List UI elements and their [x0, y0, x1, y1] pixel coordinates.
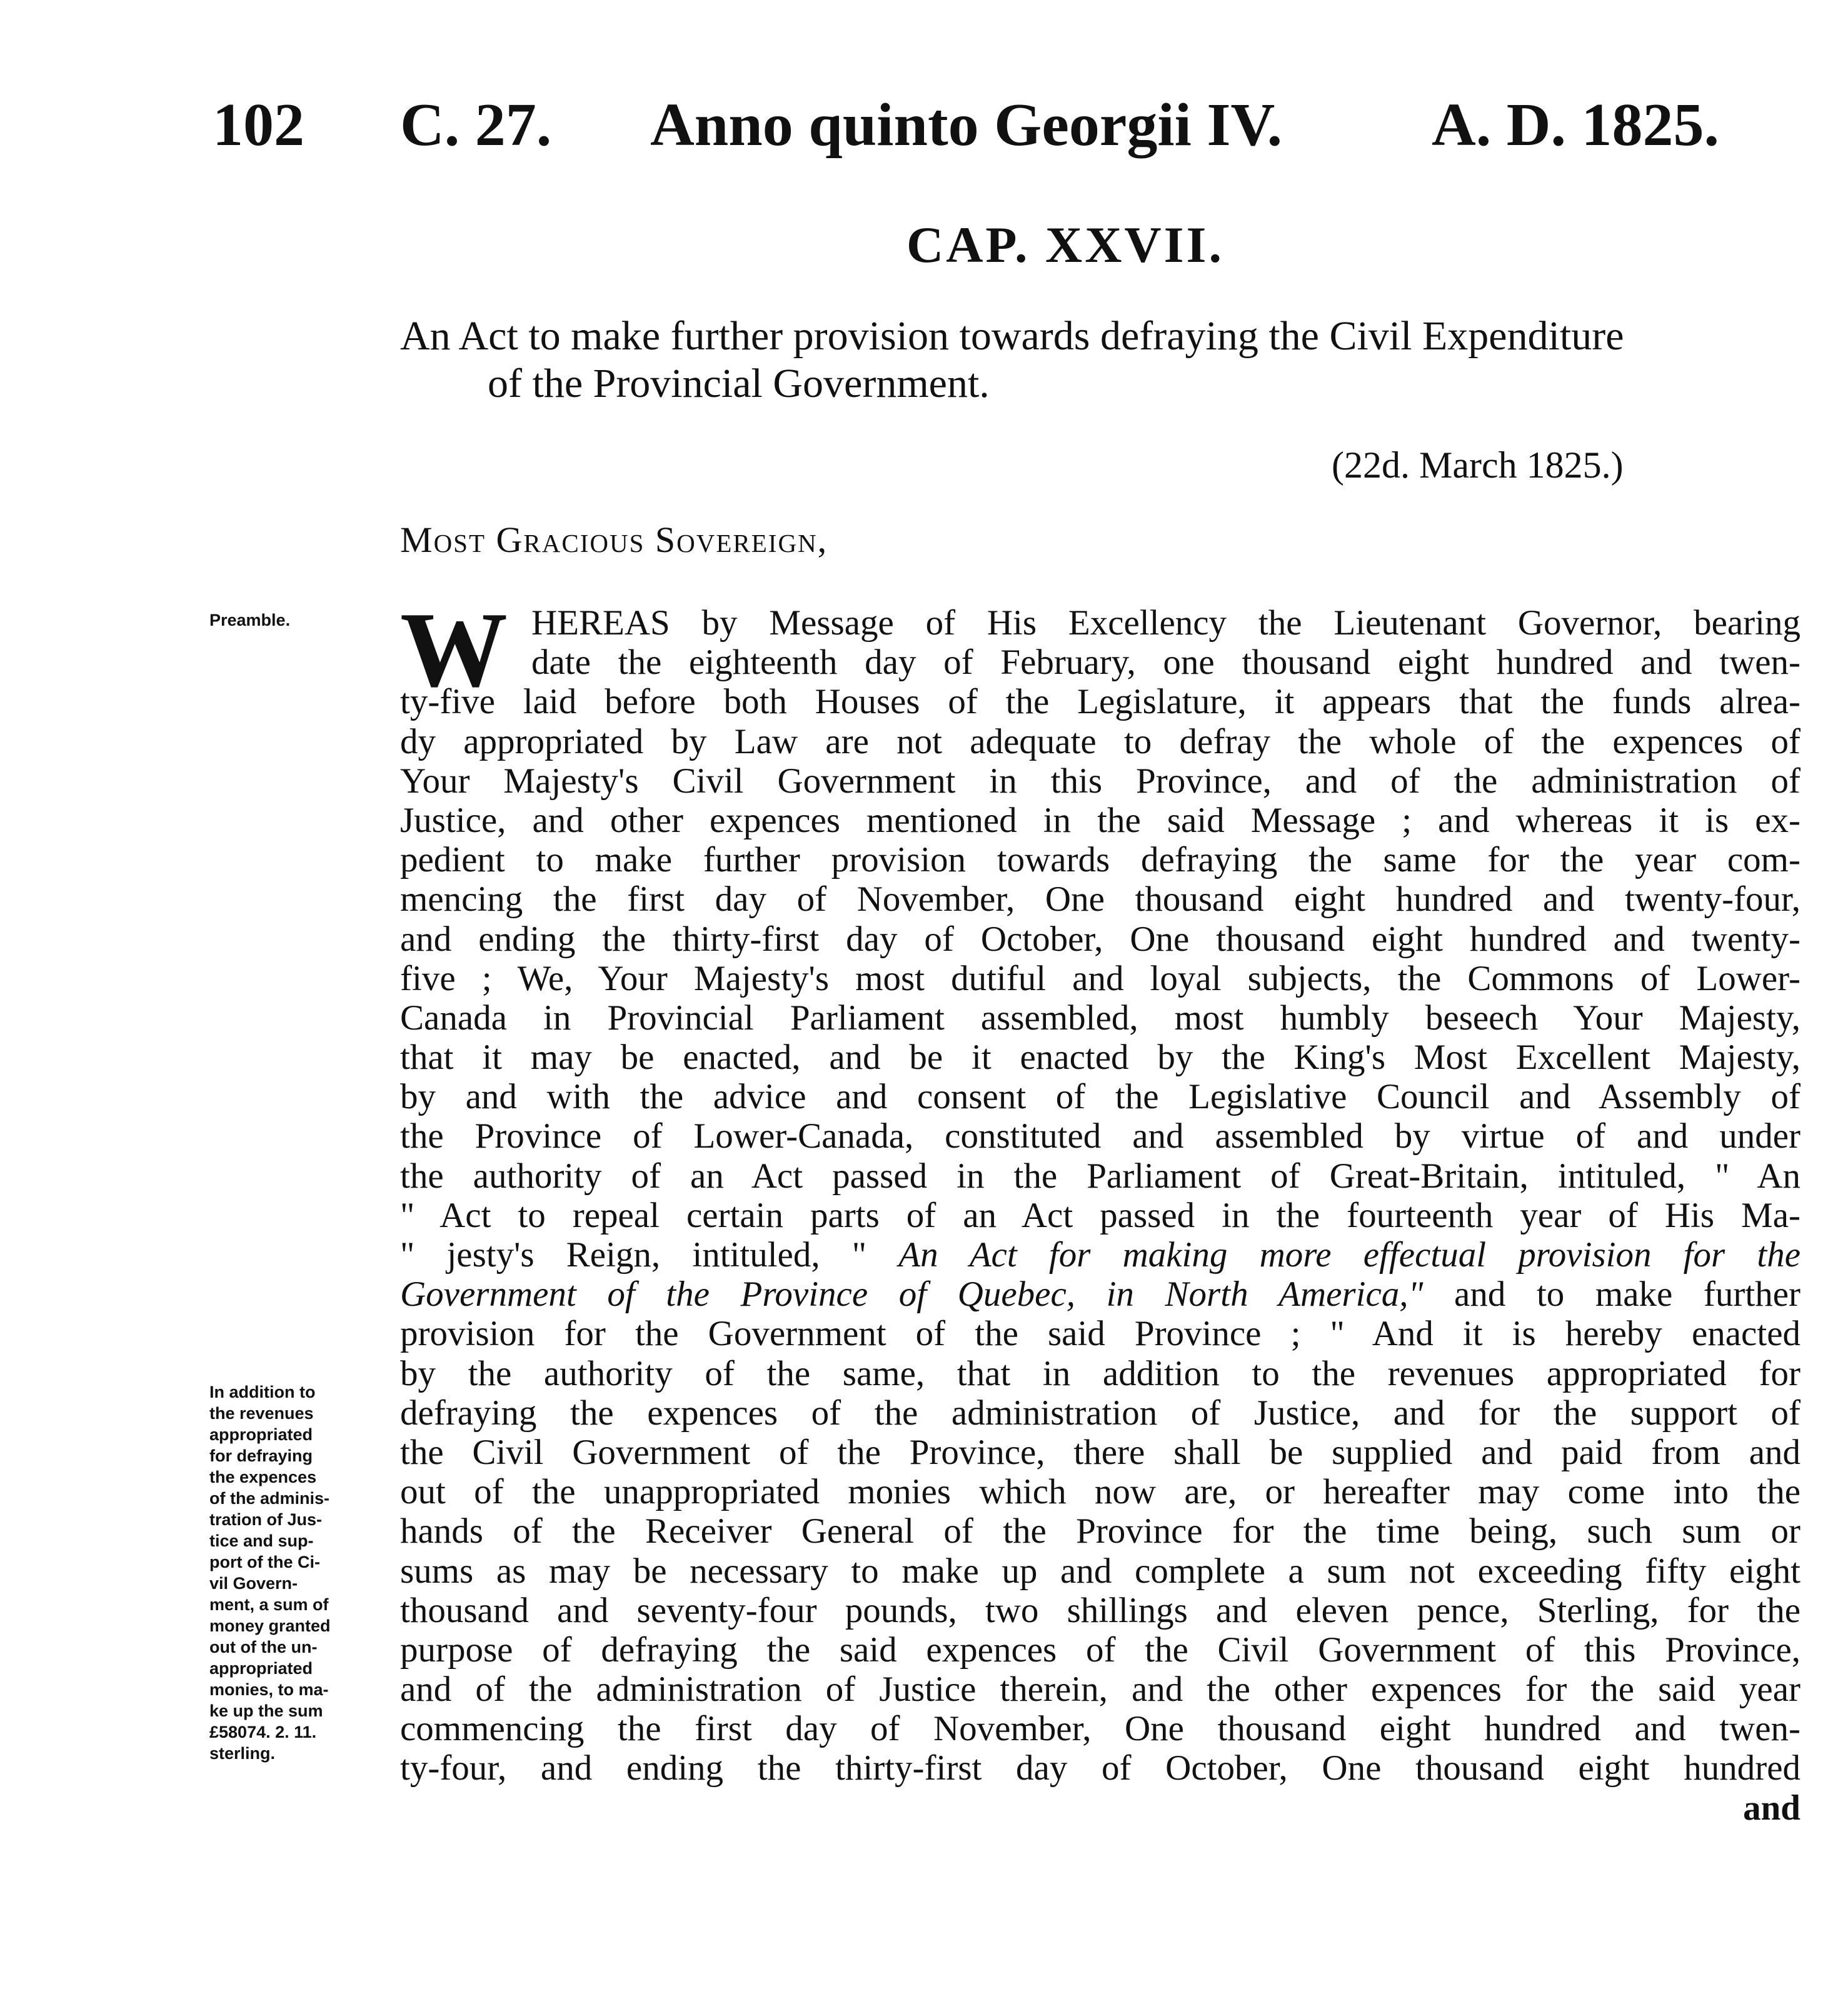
body-line: dy appropriated by Law are not adequate to defray the whole of the expences of [400, 721, 1800, 761]
sidenote-line: out of the un- [209, 1638, 318, 1656]
sidenote-line: tration of Jus- [209, 1510, 322, 1529]
body-line: thousand and seventy-four pounds, two shillings and eleven pence, Sterling, for the [400, 1590, 1800, 1630]
body-line: sums as may be necessary to make up and complete a sum not exceeding fifty eight [400, 1551, 1800, 1591]
sidenote-line: port of the Ci- [209, 1553, 320, 1571]
anno-domini: A. D. 1825. [1432, 91, 1720, 159]
body-line: provision for the Government of the said Province ; " And it is hereby enacted [400, 1314, 1800, 1354]
chapter-short: C. 27. [400, 91, 552, 159]
act-title-line-1: An Act to make further provision towards defraying the Civil Expenditure [400, 313, 1624, 359]
body-line: and ending the thirty-first day of October, One thousand eight hundred and twenty- [400, 919, 1800, 959]
sidenote-line: appropriated [209, 1659, 313, 1678]
sidenote-line: ke up the sum [209, 1701, 323, 1720]
body-line: mencing the first day of November, One thousand eight hundred and twenty-four, [400, 879, 1800, 919]
body-line: pedient to make further provision towards defraying the same for the year com- [400, 840, 1800, 880]
body-line-text: and to make further [1423, 1275, 1800, 1315]
sidenote-line: for defraying [209, 1446, 313, 1465]
sidenote-addition [209, 1381, 384, 1764]
salutation: Most Gracious Sovereign, [400, 519, 828, 560]
sidenote-preamble: Preamble. [209, 611, 291, 629]
sidenote-line: the expences [209, 1468, 317, 1486]
body-line: defraying the expences of the administration of Justice, and for the support of [400, 1393, 1800, 1433]
act-title [400, 313, 1813, 408]
body-line [400, 1275, 1800, 1314]
sidenote-line: sterling. [209, 1744, 276, 1763]
body-line: HEREAS by Message of His Excellency the Lieutenant Governor, bearing [531, 603, 1800, 643]
sidenote-line: monies, to ma- [209, 1680, 329, 1699]
body-line: commencing the first day of November, One thousand eight hundred and twen- [400, 1709, 1800, 1749]
body-line: " Act to repeal certain parts of an Act passed in the fourteenth year of His Ma- [400, 1195, 1800, 1235]
chapter-heading: CAP. XXVII. [906, 216, 1224, 273]
body-line: hands of the Receiver General of the Province for the time being, such sum or [400, 1511, 1800, 1551]
body-line: the Province of Lower-Canada, constituted and assembled by virtue of and under [400, 1116, 1800, 1156]
body-line: that it may be enacted, and be it enacted by the King's Most Excellent Majesty, [400, 1038, 1800, 1078]
sidenote-line: money granted [209, 1616, 331, 1635]
running-header [213, 88, 1813, 163]
body-line [400, 1235, 1800, 1275]
body-line: Your Majesty's Civil Government in this Province, and of the administration of [400, 761, 1800, 801]
body-line: Canada in Provincial Parliament assembled, most humbly beseech Your Majesty, [400, 998, 1800, 1038]
body-line: five ; We, Your Majesty's most dutiful and loyal subjects, the Commons of Lower- [400, 958, 1800, 998]
sidenote-line: of the adminis- [209, 1489, 330, 1508]
cited-act-title: An Act for making more effectual provision for the [898, 1235, 1800, 1275]
sidenote-line: vil Govern- [209, 1574, 298, 1593]
body-line-text: " jesty's Reign, intituled, " [400, 1235, 899, 1275]
body-line: ty-four, and ending the thirty-first day of October, One thousand eight hundred [400, 1748, 1800, 1788]
sidenote-line: £58074. 2. 11. [209, 1723, 317, 1741]
body-line: the authority of an Act passed in the Parliament of Great-Britain, intituled, " An [400, 1156, 1800, 1196]
body-line: the Civil Government of the Province, there shall be supplied and paid from and [400, 1432, 1800, 1472]
sidenote-line: In addition to [209, 1383, 316, 1401]
drop-cap: W [400, 591, 508, 709]
body-line: date the eighteenth day of February, one thousand eight hundred and twen- [531, 643, 1800, 683]
sidenote-line: the revenues [209, 1404, 314, 1423]
sidenote-line: appropriated [209, 1425, 313, 1444]
body-line: purpose of defraying the said expences of the Civil Government of this Province, [400, 1630, 1800, 1670]
page-number: 102 [213, 91, 304, 159]
act-body [400, 591, 1800, 1828]
body-line: by and with the advice and consent of the Legislative Council and Assembly of [400, 1077, 1800, 1117]
cited-act-title: Government of the Province of Quebec, in North America," [400, 1275, 1424, 1315]
body-line: and [1743, 1788, 1800, 1828]
body-line: Justice, and other expences mentioned in the said Message ; and whereas it is ex- [400, 800, 1800, 840]
sidenote-line: ment, a sum of [209, 1595, 329, 1614]
regnal-year: Anno quinto Georgii IV. [650, 91, 1283, 159]
body-line: out of the unappropriated monies which now are, or hereafter may come into the [400, 1472, 1800, 1512]
body-line: and of the administration of Justice therein, and the other expences for the said year [400, 1670, 1800, 1710]
sidenote-line: tice and sup- [209, 1531, 314, 1550]
assent-date: (22d. March 1825.) [1332, 444, 1624, 486]
body-line: ty-five laid before both Houses of the Legislature, it appears that the funds alrea- [400, 682, 1800, 722]
body-line: by the authority of the same, that in addition to the revenues appropriated for [400, 1353, 1800, 1393]
act-title-line-2: of the Provincial Government. [488, 361, 990, 406]
